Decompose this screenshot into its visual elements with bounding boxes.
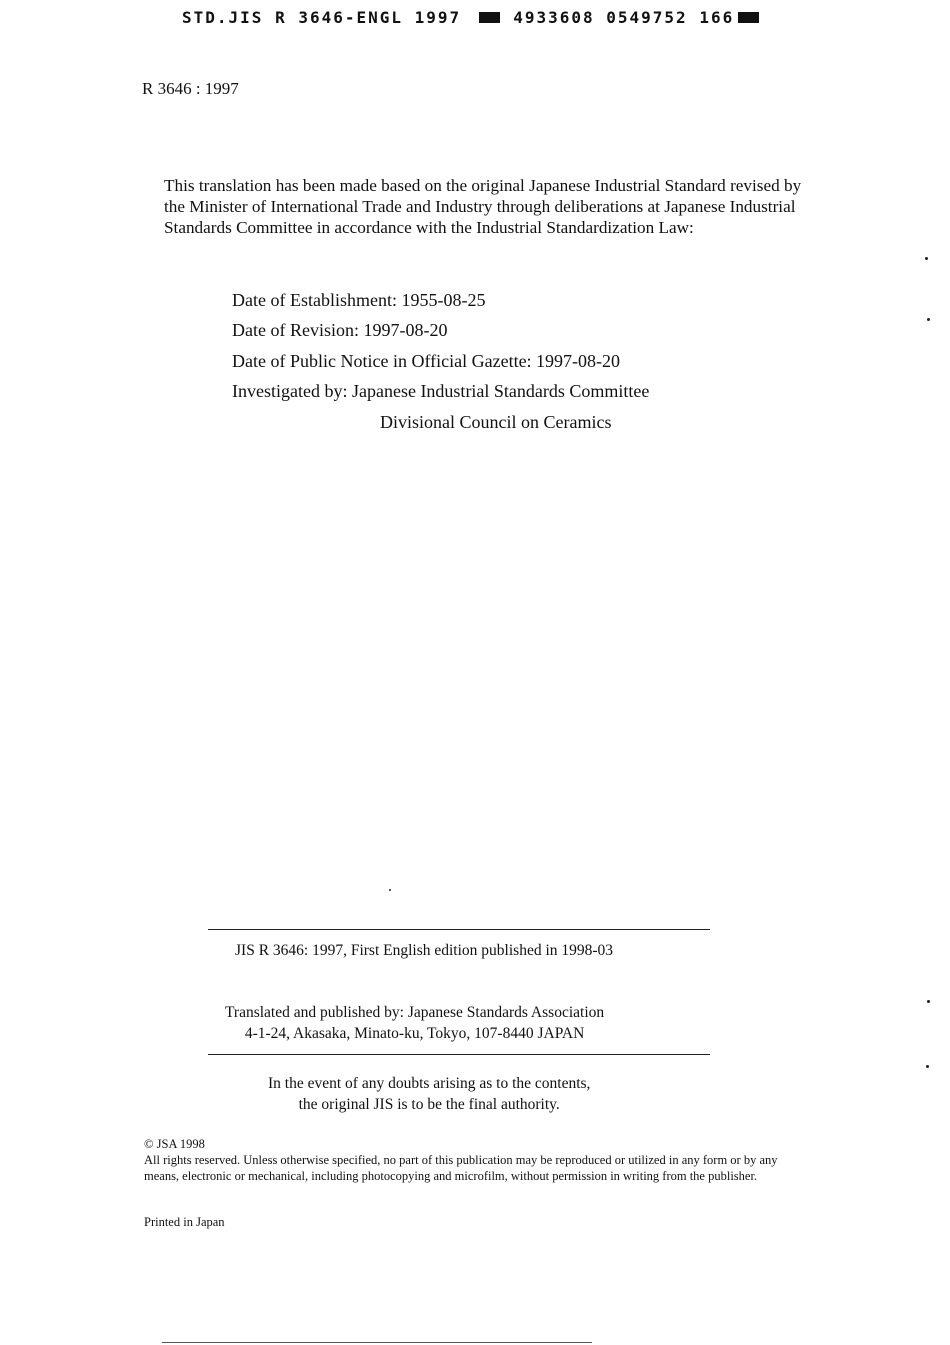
date-of-revision: Date of Revision: 1997-08-20 bbox=[232, 320, 448, 340]
scan-header-middle: 4933608 0549752 166 bbox=[513, 7, 735, 27]
notice-line-1: In the event of any doubts arising as to the contents, bbox=[268, 1075, 591, 1092]
colophon-top-rule bbox=[208, 929, 710, 930]
publisher-address: 4-1-24, Akasaka, Minato-ku, Tokyo, 107-8440 JAPAN bbox=[244, 1025, 585, 1042]
copyright-line: © JSA 1998 bbox=[144, 1137, 205, 1151]
page-bottom-rule bbox=[162, 1342, 592, 1343]
edition-line: JIS R 3646: 1997, First English edition published in 1998-03 bbox=[235, 942, 614, 959]
date-of-establishment: Date of Establishment: 1955-08-25 bbox=[232, 290, 486, 310]
investigated-by: Investigated by: Japanese Industrial Standards Committee bbox=[232, 381, 650, 401]
scan-header-left: STD.JIS R 3646-ENGL 1997 bbox=[182, 7, 462, 27]
document-number: R 3646 : 1997 bbox=[142, 79, 239, 98]
scan-speck bbox=[389, 889, 391, 891]
date-of-public-notice: Date of Public Notice in Official Gazette: 1997-08-20 bbox=[232, 351, 621, 371]
scan-speck bbox=[925, 257, 928, 260]
publisher-block bbox=[225, 1002, 604, 1044]
scan-speck bbox=[927, 318, 930, 321]
notice-line-2: the original JIS is to be the final authority. bbox=[298, 1096, 560, 1113]
publisher-line-1: Translated and published by: Japanese Standards Association bbox=[225, 1004, 605, 1021]
printed-in: Printed in Japan bbox=[144, 1215, 225, 1229]
barcode-block bbox=[479, 12, 500, 23]
scan-speck bbox=[927, 1000, 930, 1003]
divisional-council: Divisional Council on Ceramics bbox=[380, 412, 612, 432]
authority-notice bbox=[268, 1073, 590, 1115]
scan-speck bbox=[926, 1065, 929, 1068]
scan-header bbox=[182, 6, 759, 28]
barcode-block bbox=[738, 12, 759, 23]
colophon-bottom-rule bbox=[208, 1054, 710, 1055]
rights-statement: All rights reserved. Unless otherwise specified, no part of this publication may be reproduced or utilized in any form or by any means, electronic or mechanical, including photocopying and microfilm, without permission in writing from the publisher. bbox=[144, 1153, 778, 1183]
intro-paragraph: This translation has been made based on the original Japanese Industrial Standard revised by the Minister of International Trade and Industry through deliberations at Japanese Industrial Standards Committee in accordance with the Industrial Standardization Law: bbox=[164, 176, 802, 237]
